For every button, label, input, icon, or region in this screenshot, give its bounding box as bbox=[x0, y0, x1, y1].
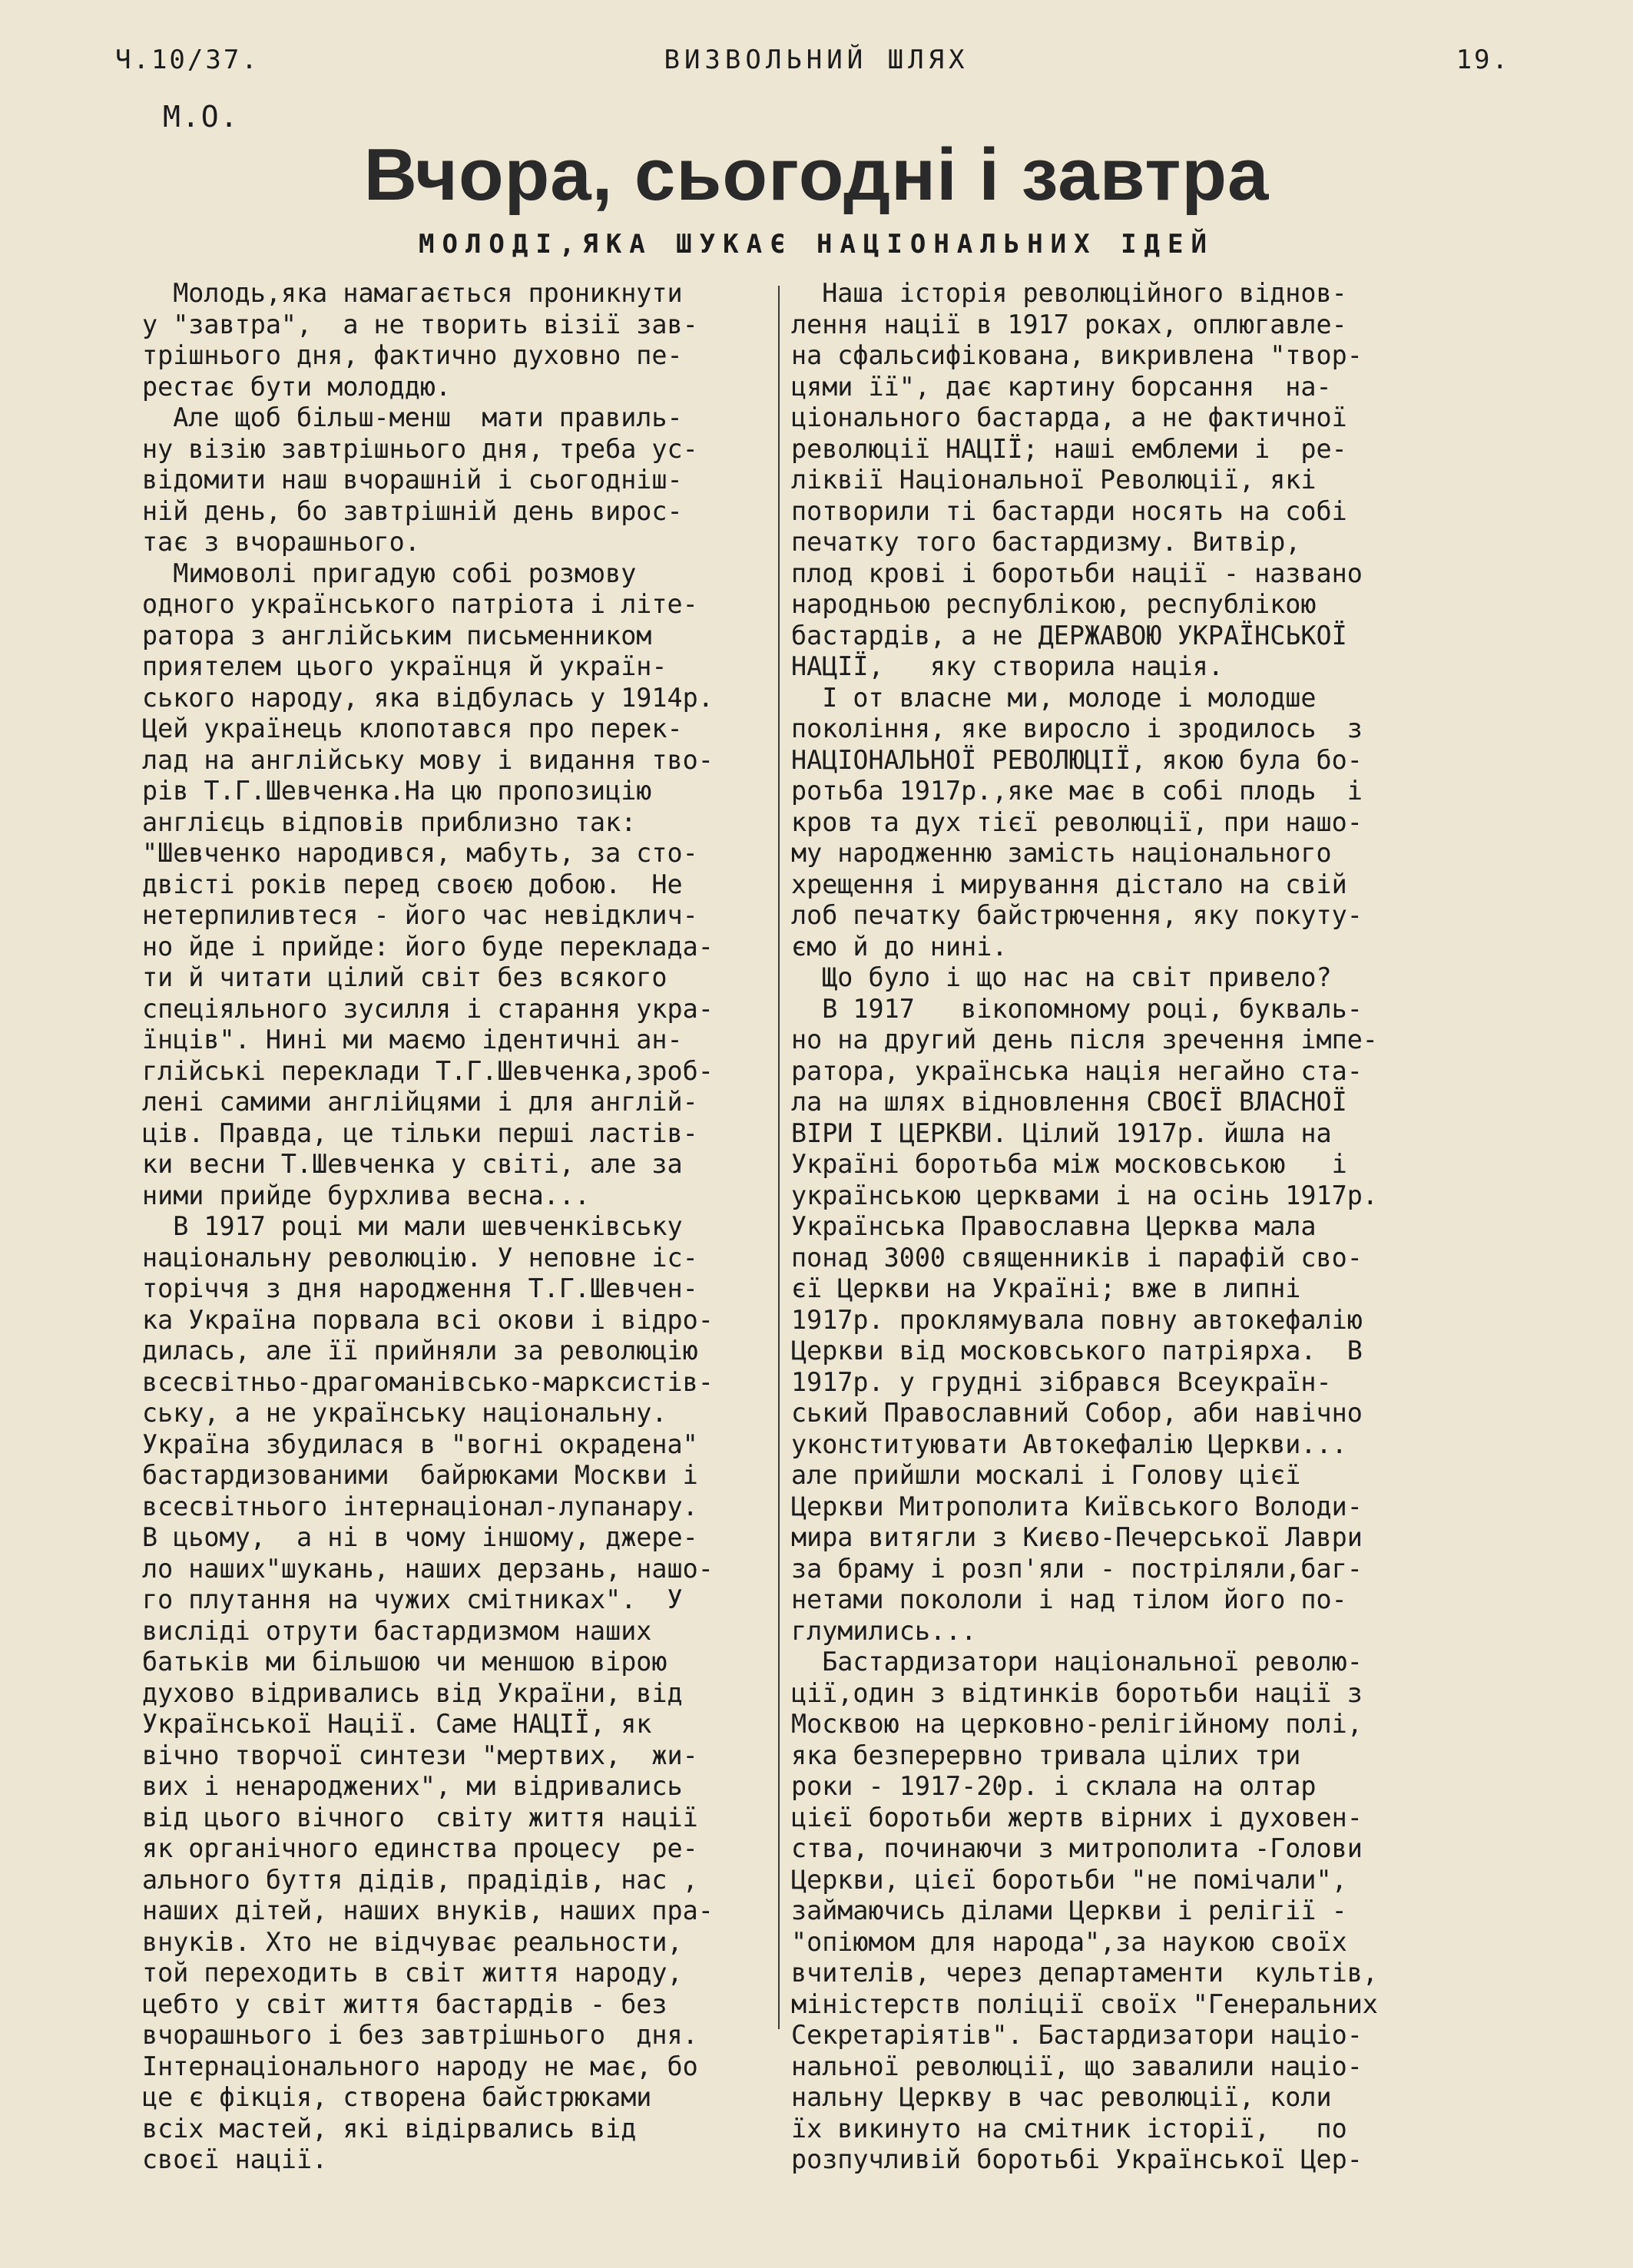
publication-title: ВИЗВОЛЬНИЙ ШЛЯХ bbox=[664, 45, 969, 75]
text-line: ну візію завтрішнього дня, треба ус- bbox=[142, 433, 698, 464]
text-line: всесвітньо-драгоманівсько-марксистів- bbox=[142, 1366, 714, 1397]
text-line: від цього вічного світу життя нації bbox=[142, 1802, 698, 1833]
text-line: наших дітей, наших внуків, наших пра- bbox=[142, 1896, 714, 1925]
text-line: внуків. Хто не відчуває реальности, bbox=[142, 1926, 683, 1957]
left-column bbox=[142, 278, 714, 2176]
text-line: вчорашнього і без завтрішнього дня. bbox=[142, 2020, 698, 2050]
text-line: вічно творчої синтези "мертвих, жи- bbox=[142, 1740, 698, 1770]
text-line: батьків ми більшою чи меншою вірою bbox=[142, 1647, 667, 1677]
text-line: висліді отрути бастардизмом наших bbox=[142, 1615, 652, 1646]
text-line: міністерств поліції своїх "Генеральних bbox=[791, 1988, 1378, 2019]
text-line: своєї нації. bbox=[142, 2144, 328, 2174]
text-line: НАЦІЇ, яку створила нація. bbox=[791, 651, 1224, 681]
text-line: розпучливій боротьбі Української Цер- bbox=[791, 2144, 1363, 2174]
text-line: нетами покололи і над тілом його по- bbox=[791, 1584, 1347, 1614]
text-line: ти й читати цілий світ без всякого bbox=[142, 962, 667, 992]
text-line: В цьому, а ні в чому іншому, джере- bbox=[142, 1522, 698, 1552]
text-line: лоб печатку байстрючення, яку покуту- bbox=[791, 900, 1363, 930]
text-line: кров та дух тієї революції, при нашо- bbox=[791, 806, 1363, 837]
text-line: Молодь,яка намагається проникнути bbox=[142, 278, 683, 308]
text-line: Україні боротьба між московською і bbox=[791, 1149, 1347, 1179]
text-line: одного українського патріота і літе- bbox=[142, 589, 698, 619]
text-line: плод крові і боротьби нації - названо bbox=[791, 558, 1363, 588]
text-line: ка Україна порвала всі окови і відро- bbox=[142, 1304, 714, 1335]
text-line: ську, а не українську національну. bbox=[142, 1398, 667, 1428]
text-line: но йде і прийде: його буде переклада- bbox=[142, 931, 714, 962]
text-line: Церкви від московського патріярха. В bbox=[791, 1336, 1363, 1366]
text-line: їх викинуто на смітник історії, по bbox=[791, 2113, 1347, 2144]
text-line: духово відривались від України, від bbox=[142, 1677, 683, 1708]
text-line: ський Православний Собор, аби навічно bbox=[791, 1398, 1363, 1428]
text-line: 1917р. проклямувала повну автокефалію bbox=[791, 1304, 1363, 1335]
text-line: лення нації в 1917 роках, оплюгавле- bbox=[791, 309, 1347, 339]
text-line: ратора з англійським письменником bbox=[142, 620, 652, 651]
text-line: І от власне ми, молоде і молодше bbox=[791, 682, 1317, 713]
running-header bbox=[0, 45, 1633, 78]
text-line: глійські переклади Т.Г.Шевченка,зроб- bbox=[142, 1055, 714, 1086]
author-initials: М.О. bbox=[163, 100, 240, 134]
page-number: 19. bbox=[1456, 45, 1510, 75]
text-line: цями її", дає картину борсання на- bbox=[791, 371, 1332, 402]
text-line: ло наших"шукань, наших дерзань, нашо- bbox=[142, 1553, 714, 1584]
text-line: ній день, бо завтрішній день вирос- bbox=[142, 495, 683, 526]
text-line: Секретаріятів". Бастардизатори націо- bbox=[791, 2020, 1363, 2050]
text-line: ротьба 1917р.,яке має в собі плодь і bbox=[791, 776, 1363, 806]
issue-number: Ч.10/37. bbox=[115, 45, 260, 75]
text-line: но на другий день після зречення імпе- bbox=[791, 1025, 1378, 1055]
text-line: уконституювати Автокефалію Церкви... bbox=[791, 1429, 1347, 1459]
text-line: ВІРИ І ЦЕРКВИ. Цілий 1917р. йшла на bbox=[791, 1117, 1332, 1148]
text-line: нальну Церкву в час революції, коли bbox=[791, 2082, 1332, 2112]
column-divider bbox=[778, 286, 780, 2029]
text-line: В 1917 вікопомному році, букваль- bbox=[791, 993, 1363, 1024]
text-line: рів Т.Г.Шевченка.На цю пропозицію bbox=[142, 776, 652, 806]
text-line: рестає бути молоддю. bbox=[142, 371, 452, 402]
text-line: "опіюмом для народа",за наукою своїх bbox=[791, 1926, 1347, 1957]
text-line: двісті років перед своєю добою. Не bbox=[142, 869, 683, 899]
text-line: глумились... bbox=[791, 1615, 977, 1646]
text-line: єї Церкви на Україні; вже в липні bbox=[791, 1273, 1301, 1303]
text-line: національну революцію. У неповне іс- bbox=[142, 1242, 698, 1273]
text-line: українською церквами і на осінь 1917р. bbox=[791, 1180, 1378, 1210]
text-line: всесвітнього інтернаціонал-лупанару. bbox=[142, 1491, 698, 1521]
text-line: печатку того бастардизму. Витвір, bbox=[791, 527, 1301, 557]
text-line: займаючись ділами Церкви і релігії - bbox=[791, 1896, 1347, 1925]
text-line: їнців". Нині ми маємо ідентичні ан- bbox=[142, 1025, 683, 1055]
text-line: Інтернаціонального народу не має, бо bbox=[142, 2051, 698, 2081]
text-line: всіх мастей, які відірвались від bbox=[142, 2113, 637, 2144]
text-line: англієць відповів приблизно так: bbox=[142, 806, 637, 837]
text-line: ського народу, яка відбулась у 1914р. bbox=[142, 682, 714, 713]
text-line: вих і ненароджених", ми відривались bbox=[142, 1771, 683, 1801]
text-line: трішнього дня, фактично духовно пе- bbox=[142, 340, 683, 370]
text-line: ратора, українська нація негайно ста- bbox=[791, 1055, 1363, 1086]
text-line: Церкви Митрополита Київського Володи- bbox=[791, 1491, 1363, 1521]
text-line: Цей українець клопотався про перек- bbox=[142, 714, 683, 743]
text-line: на сфальсифікована, викривлена "твор- bbox=[791, 340, 1363, 370]
right-column bbox=[791, 278, 1378, 2176]
text-line: Українська Православна Церква мала bbox=[791, 1211, 1317, 1241]
text-line: ла на шлях відновлення СВОЄЇ ВЛАСНОЇ bbox=[791, 1087, 1347, 1117]
text-line: як органічного единства процесу ре- bbox=[142, 1833, 698, 1863]
text-line: революції НАЦІЇ; наші емблеми і ре- bbox=[791, 433, 1347, 464]
text-line: Але щоб більш-менш мати правиль- bbox=[142, 402, 683, 432]
text-line: ців. Правда, це тільки перші ластів- bbox=[142, 1117, 698, 1148]
text-line: го плутання на чужих смітниках". У bbox=[142, 1584, 683, 1614]
text-line: тає з вчорашнього. bbox=[142, 527, 420, 557]
text-line: мира витягли з Києво-Печерської Лаври bbox=[791, 1522, 1363, 1552]
text-line: Мимоволі пригадую собі розмову bbox=[142, 558, 637, 588]
text-line: торіччя з дня народження Т.Г.Шевчен- bbox=[142, 1273, 698, 1303]
text-line: Москвою на церковно-релігійному полі, bbox=[791, 1709, 1363, 1739]
text-line: бастардів, а не ДЕРЖАВОЮ УКРАЇНСЬКОЇ bbox=[791, 620, 1347, 651]
text-line: цебто у світ життя бастардів - без bbox=[142, 1988, 667, 2019]
text-line: народньою республікою, республікою bbox=[791, 589, 1317, 619]
text-line: у "завтра", а не творить візії зав- bbox=[142, 309, 698, 339]
text-line: ними прийде бурхлива весна... bbox=[142, 1180, 590, 1210]
text-line: роки - 1917-20р. і склала на олтар bbox=[791, 1771, 1317, 1801]
text-line: той переходить в світ життя народу, bbox=[142, 1958, 683, 1988]
text-line: Що було і що нас на світ привело? bbox=[791, 962, 1332, 992]
text-line: Україна збудилася в "вогні окрадена" bbox=[142, 1429, 698, 1459]
text-line: ції,один з відтинків боротьби нації з bbox=[791, 1677, 1363, 1708]
text-line: понад 3000 священників і парафій сво- bbox=[791, 1242, 1363, 1273]
text-line: бастардизованими байрюками Москви і bbox=[142, 1460, 698, 1490]
text-line: це є фікція, створена байстрюками bbox=[142, 2082, 652, 2112]
text-line: 1917р. у грудні зібрався Всеукраїн- bbox=[791, 1366, 1332, 1397]
text-line: Бастардизатори національної револю- bbox=[791, 1647, 1363, 1677]
text-line: приятелем цього українця й україн- bbox=[142, 651, 667, 681]
text-line: му народженню замість національного bbox=[791, 838, 1332, 868]
article-subtitle: МОЛОДІ,ЯКА ШУКАЄ НАЦІОНАЛЬНИХ ІДЕЙ bbox=[419, 229, 1214, 260]
text-line: Української Нації. Саме НАЦІЇ, як bbox=[142, 1709, 652, 1739]
text-line: цієї боротьби жертв вірних і духовен- bbox=[791, 1802, 1363, 1833]
text-line: вчителів, через департаменти культів, bbox=[791, 1958, 1378, 1988]
text-line: лені самими англійцями і для англій- bbox=[142, 1087, 698, 1117]
text-line: ємо й до нині. bbox=[791, 931, 1008, 962]
text-line: лад на англійську мову і видання тво- bbox=[142, 744, 714, 775]
text-line: покоління, яке виросло і зродилось з bbox=[791, 714, 1363, 743]
text-line: але прийшли москалі і Голову цієї bbox=[791, 1460, 1301, 1490]
text-line: нетерпиливтеся - його час невідклич- bbox=[142, 900, 698, 930]
text-line: НАЦІОНАЛЬНОЇ РЕВОЛЮЦІЇ, якою була бо- bbox=[791, 744, 1363, 775]
text-line: ліквії Національної Революції, які bbox=[791, 465, 1317, 495]
text-line: Наша історія революційного віднов- bbox=[791, 278, 1347, 308]
text-line: "Шевченко народився, мабуть, за сто- bbox=[142, 838, 698, 868]
text-line: нальної революції, що завалили націо- bbox=[791, 2051, 1363, 2081]
text-line: ки весни Т.Шевченка у світі, але за bbox=[142, 1149, 683, 1179]
text-line: яка безперервно тривала цілих три bbox=[791, 1740, 1301, 1770]
text-line: хрещення і мирування дістало на свій bbox=[791, 869, 1347, 899]
text-line: спеціяльного зусилля і старання укра- bbox=[142, 993, 714, 1024]
text-line: потворили ті бастарди носять на собі bbox=[791, 495, 1347, 526]
text-line: відомити наш вчорашній і сьогодніш- bbox=[142, 465, 683, 495]
text-line: Церкви, цієї боротьби "не помічали", bbox=[791, 1864, 1347, 1895]
text-line: В 1917 році ми мали шевченківську bbox=[142, 1211, 683, 1241]
text-line: ціонального бастарда, а не фактичної bbox=[791, 402, 1347, 432]
article-title: Вчора, сьогодні і завтра bbox=[363, 134, 1270, 216]
text-line: дилась, але її прийняли за революцію bbox=[142, 1336, 698, 1366]
text-line: ства, починаючи з митрополита -Голови bbox=[791, 1833, 1363, 1863]
text-line: за браму і розп'яли - постріляли,баг- bbox=[791, 1553, 1363, 1584]
text-line: ального буття дідів, прадідів, нас , bbox=[142, 1864, 698, 1895]
